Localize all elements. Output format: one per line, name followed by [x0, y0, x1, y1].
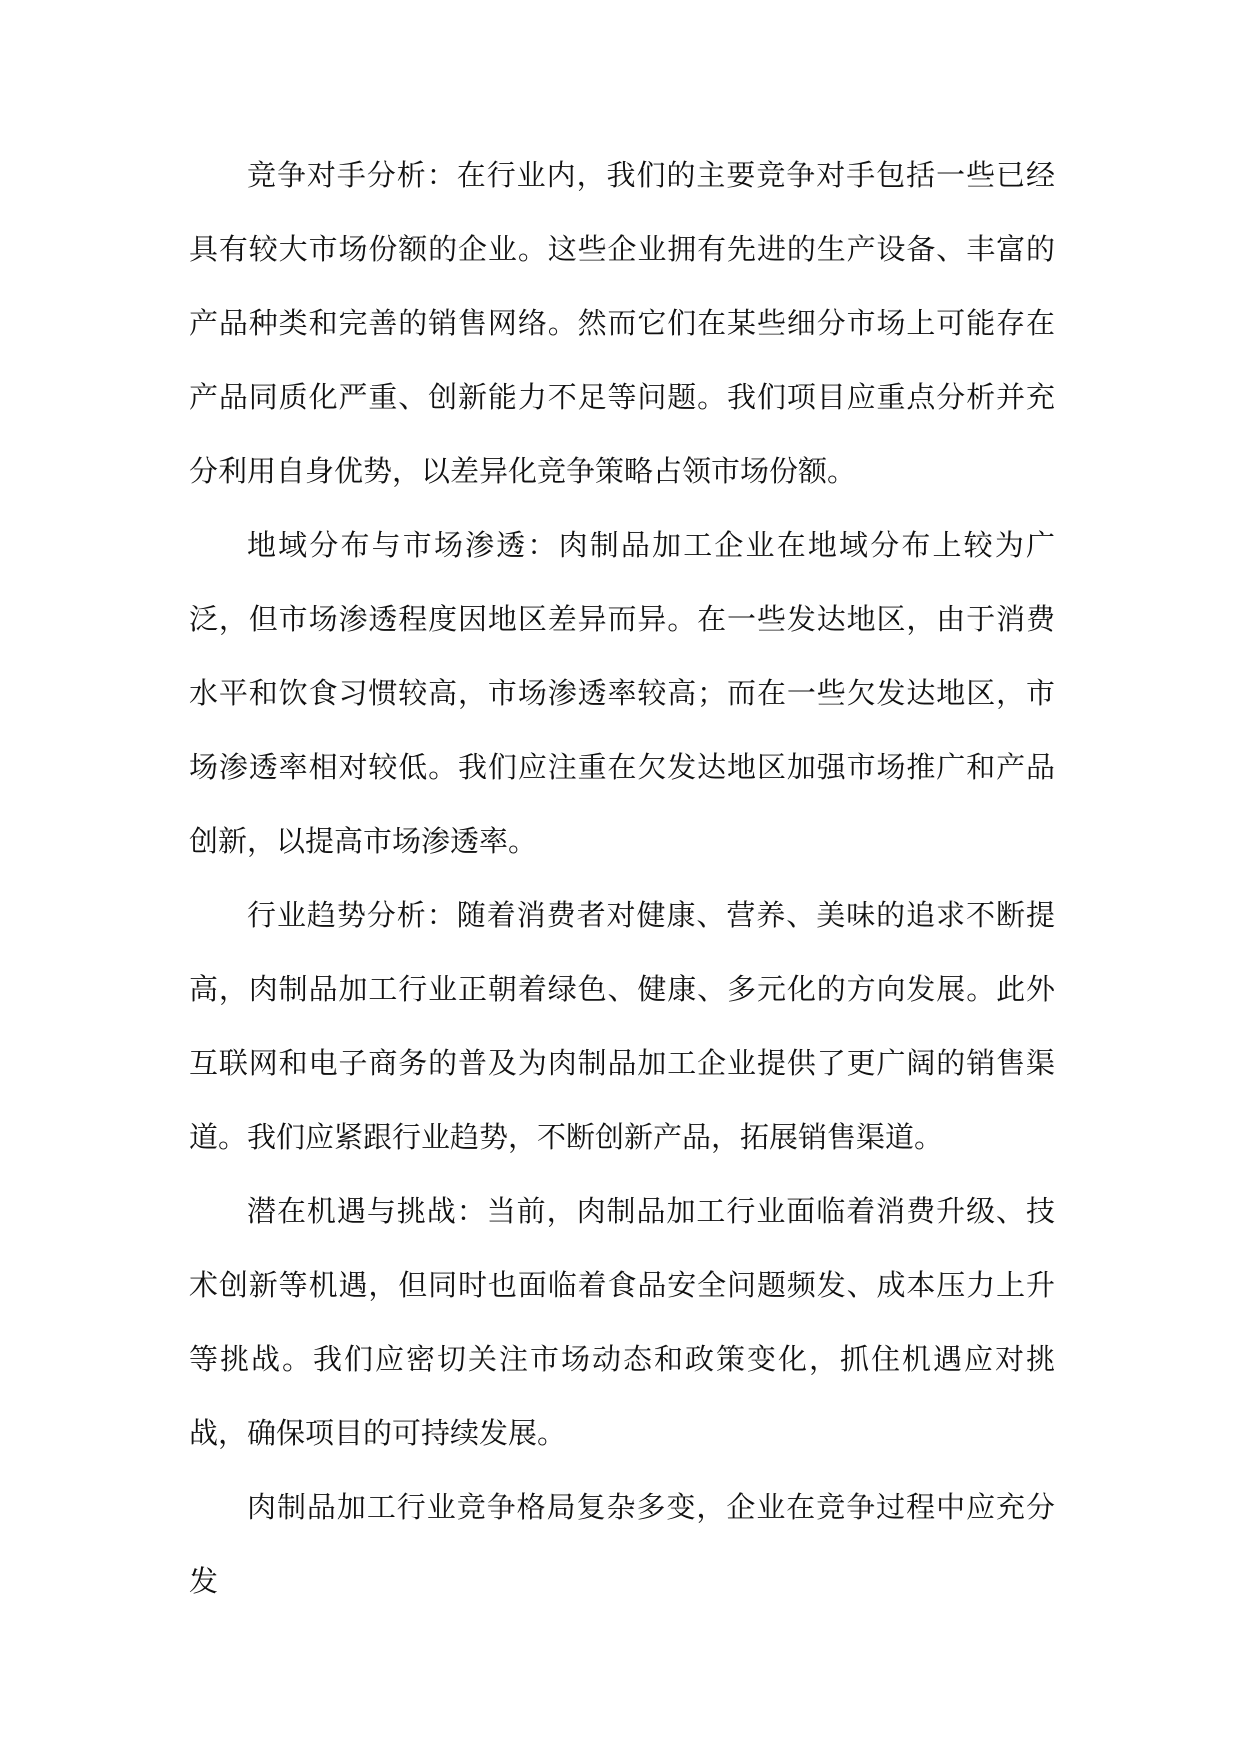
paragraph-industry-trends: 行业趋势分析：随着消费者对健康、营养、美味的追求不断提高，肉制品加工行业正朝着绿色、健康、多元化的方向发展。此外互联网和电子商务的普及为肉制品加工企业提供了更广阔的销售渠道。我们应紧跟行业趋势，不断创新产品，拓展销售渠道。 [189, 898, 1055, 1154]
document-body [189, 138, 1055, 1618]
paragraph-opportunities-challenges: 潜在机遇与挑战：当前，肉制品加工行业面临着消费升级、技术创新等机遇，但同时也面临着食品安全问题频发、成本压力上升等挑战。我们应密切关注市场动态和政策变化，抓住机遇应对挑战，确保项目的可持续发展。 [189, 1194, 1055, 1450]
paragraph-competitor-analysis: 竞争对手分析：在行业内，我们的主要竞争对手包括一些已经具有较大市场份额的企业。这些企业拥有先进的生产设备、丰富的产品种类和完善的销售网络。然而它们在某些细分市场上可能存在产品同质化严重、创新能力不足等问题。我们项目应重点分析并充分利用自身优势，以差异化竞争策略占领市场份额。 [189, 158, 1055, 488]
paragraph-competitive-landscape: 肉制品加工行业竞争格局复杂多变，企业在竞争过程中应充分发 [189, 1490, 1055, 1598]
paragraph-regional-distribution: 地域分布与市场渗透：肉制品加工企业在地域分布上较为广泛，但市场渗透程度因地区差异而异。在一些发达地区，由于消费水平和饮食习惯较高，市场渗透率较高；而在一些欠发达地区，市场渗透率相对较低。我们应注重在欠发达地区加强市场推广和产品创新，以提高市场渗透率。 [189, 528, 1055, 858]
